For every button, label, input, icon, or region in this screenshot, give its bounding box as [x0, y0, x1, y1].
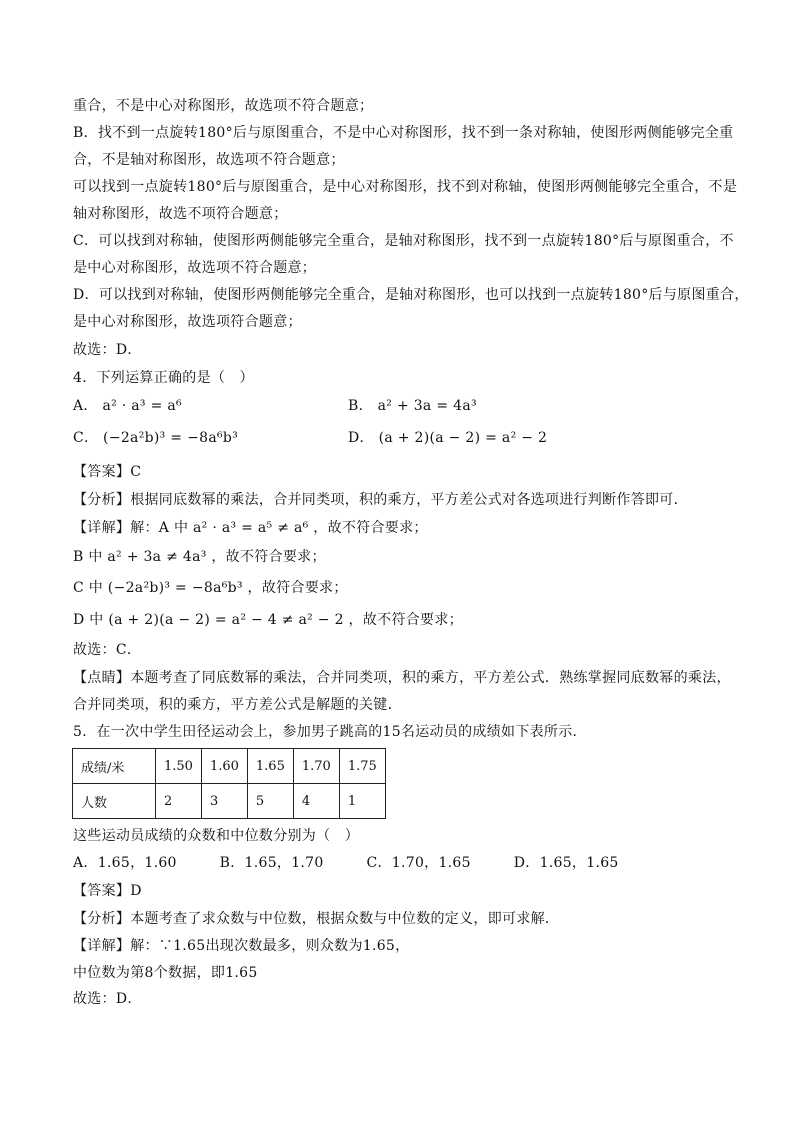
detail-4-d: D 中 (a + 2)(a − 2) = a² − 4 ≠ a² − 2 ，故不符合要求；	[73, 612, 463, 628]
detail-4-a: 【详解】解：A 中 a² · a³ = a⁵ ≠ a⁶ ，故不符合要求；	[73, 520, 428, 536]
answer-5: 【答案】D	[73, 883, 142, 899]
text-line: B．找不到一点旋转180°后与原图重合，不是中心对称图形，找不到一条对称轴，使图形两侧能够完全重	[73, 125, 734, 141]
question-4-option-d: D． (a + 2)(a − 2) = a² − 2	[348, 430, 548, 446]
table-cell: 1	[339, 784, 385, 819]
review-4-line2: 合并同类项，积的乘方，平方差公式是解题的关键．	[73, 697, 402, 713]
detail-5-b: 中位数为第8个数据，即1.65	[73, 965, 258, 981]
table-row	[73, 749, 386, 784]
table-cell: 1.50	[156, 749, 202, 784]
analysis-5: 【分析】本题考查了求众数与中位数，根据众数与中位数的定义，即可求解．	[73, 911, 560, 927]
review-4-line1: 【点睛】本题考查了同底数幂的乘法，合并同类项，积的乘方，平方差公式．熟练掌握同底数幂的乘法，	[73, 670, 731, 686]
table-header-cell: 人数	[73, 784, 156, 819]
table-cell: 1.70	[293, 749, 339, 784]
table-cell: 1.65	[247, 749, 293, 784]
selection-5: 故选：D．	[73, 991, 142, 1007]
text-line: 故选：D．	[73, 342, 142, 358]
question-5-options: A．1.65，1.60 B．1.65，1.70 C．1.70，1.65 D．1.65，1.65	[73, 855, 619, 871]
text-line: C．可以找到对称轴，使图形两侧能够完全重合，是轴对称图形，找不到一点旋转180°后与原图重合，不	[73, 233, 734, 249]
detail-5-a: 【详解】解：∵1.65出现次数最多，则众数为1.65，	[73, 938, 410, 954]
text-line: 合，不是轴对称图形，故选项不符合题意；	[73, 152, 345, 168]
text-line: 是中心对称图形，故选项符合题意；	[73, 314, 302, 330]
text-line: 是中心对称图形，故选项不符合题意；	[73, 260, 317, 276]
table-cell: 4	[293, 784, 339, 819]
table-cell: 1.75	[339, 749, 385, 784]
text-line: 重合，不是中心对称图形，故选项不符合题意；	[73, 98, 374, 114]
detail-4-c: C 中 (−2a²b)³ = −8a⁶b³ ，故符合要求；	[73, 580, 348, 596]
table-row	[73, 784, 386, 819]
text-line: 可以找到一点旋转180°后与原图重合，是中心对称图形，找不到对称轴，使图形两侧能够完全重合，不是	[73, 179, 738, 195]
question-5-stem: 5．在一次中学生田径运动会上，参加男子跳高的15名运动员的成绩如下表所示．	[73, 724, 587, 740]
selection-4: 故选：C．	[73, 642, 142, 658]
text-line: D．可以找到对称轴，使图形两侧能够完全重合，是轴对称图形，也可以找到一点旋转180°后与原图重合，	[73, 287, 749, 303]
table-cell: 3	[201, 784, 247, 819]
analysis-4: 【分析】根据同底数幂的乘法，合并同类项，积的乘方，平方差公式对各选项进行判断作答即可．	[73, 492, 688, 508]
text-line: 轴对称图形，故选不项符合题意；	[73, 206, 288, 222]
table-header-cell: 成绩/米	[73, 749, 156, 784]
answer-4: 【答案】C	[73, 464, 142, 480]
question-4-option-b: B． a² + 3a = 4a³	[348, 398, 477, 414]
question-4-option-c: C． (−2a²b)³ = −8a⁶b³	[73, 430, 239, 446]
question-5-ask: 这些运动员成绩的众数和中位数分别为（ ）	[73, 828, 359, 844]
table-cell: 2	[156, 784, 202, 819]
table-cell: 5	[247, 784, 293, 819]
question-4-stem: 4．下列运算正确的是（ ）	[73, 370, 254, 386]
table-cell: 1.60	[201, 749, 247, 784]
detail-4-b: B 中 a² + 3a ≠ 4a³ ，故不符合要求；	[73, 549, 326, 565]
score-table	[72, 748, 386, 819]
question-4-option-a: A． a² · a³ = a⁶	[73, 398, 182, 414]
